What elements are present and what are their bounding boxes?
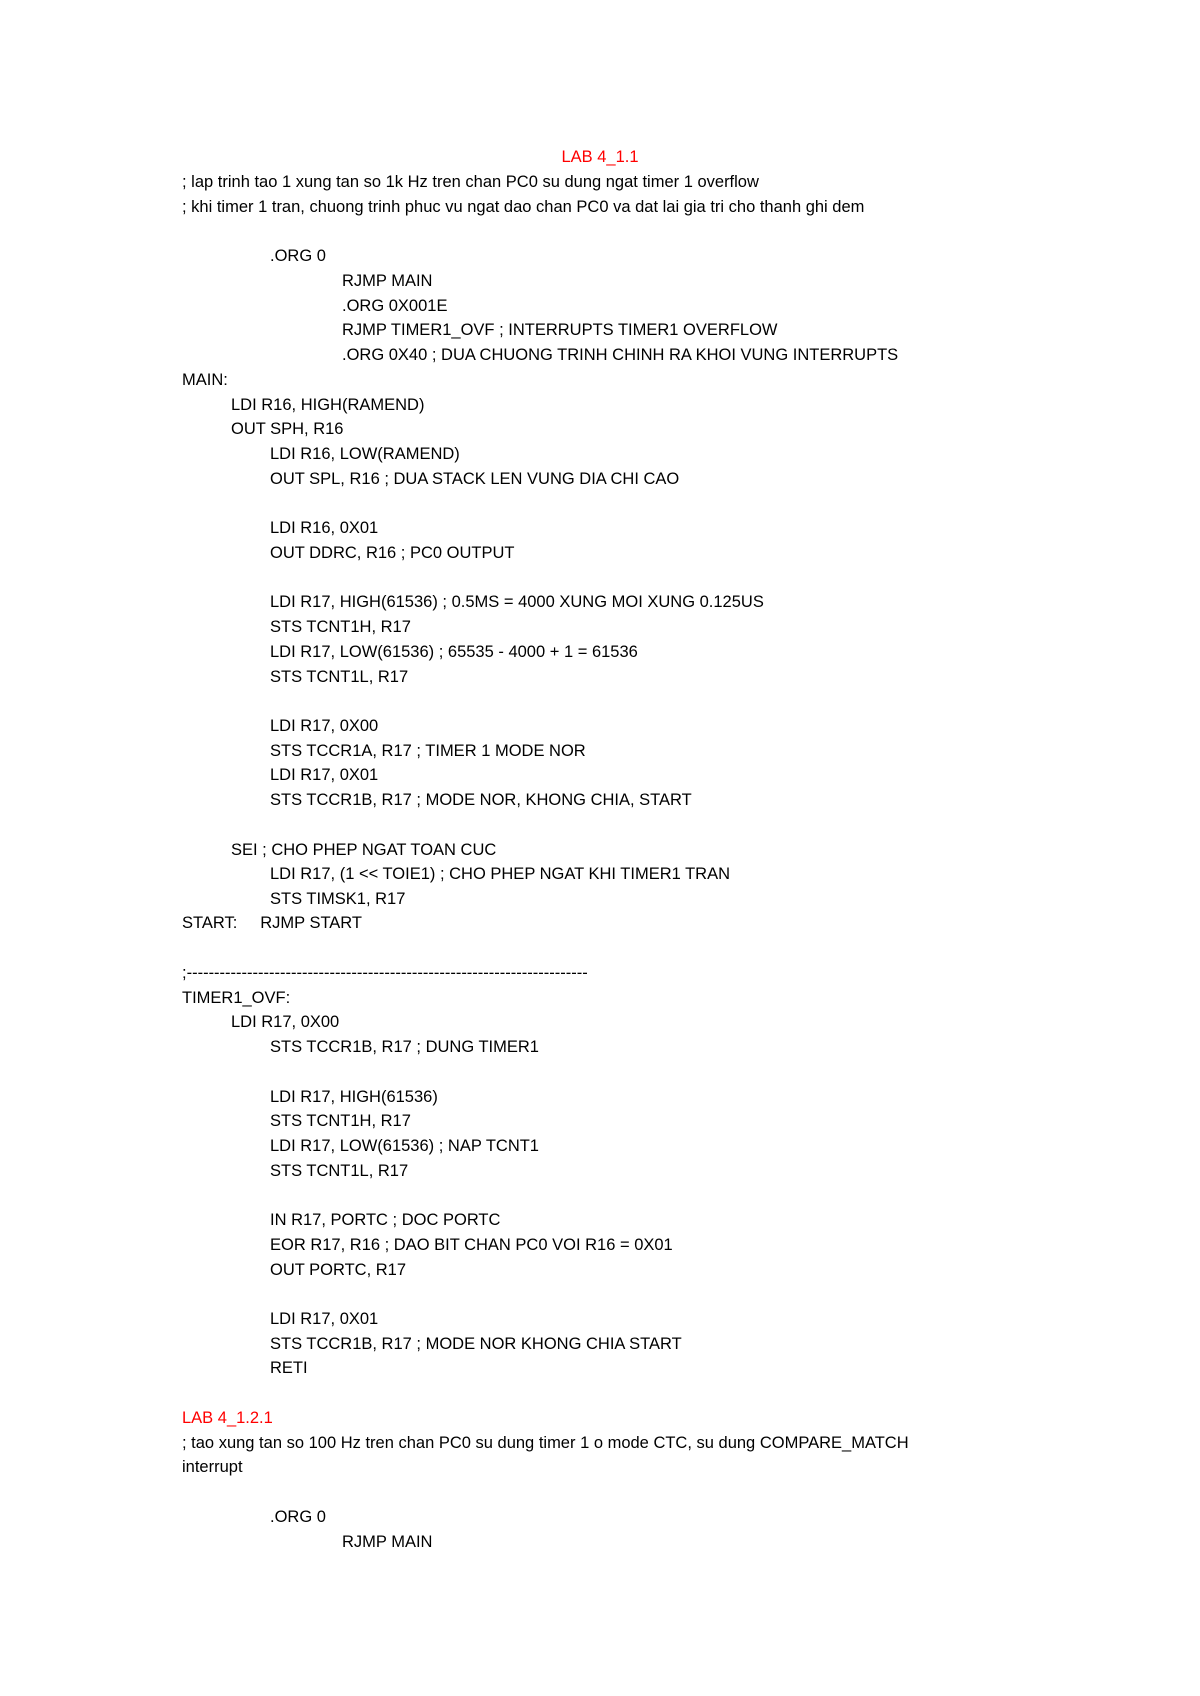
- code-line: LDI R16, LOW(RAMEND): [270, 445, 460, 463]
- code-line: LDI R17, 0X01: [270, 1310, 379, 1328]
- code-line: RJMP TIMER1_OVF ; INTERRUPTS TIMER1 OVERFLOW: [342, 321, 778, 339]
- code-line: .ORG 0: [270, 247, 326, 265]
- code-line: LDI R16, HIGH(RAMEND): [231, 396, 425, 414]
- comment-line: ; khi timer 1 tran, chuong trinh phuc vu ngat dao chan PC0 va dat lai gia tri cho thanh ghi dem: [182, 198, 865, 216]
- comment-line: ; tao xung tan so 100 Hz tren chan PC0 su dung timer 1 o mode CTC, su dung COMPARE_MATCH: [182, 1434, 909, 1452]
- code-line: RJMP MAIN: [342, 1533, 433, 1551]
- code-line: RETI: [270, 1359, 308, 1377]
- comment-line: ; lap trinh tao 1 xung tan so 1k Hz tren chan PC0 su dung ngat timer 1 overflow: [182, 173, 759, 191]
- code-line: STS TCNT1H, R17: [270, 618, 411, 636]
- code-line: STS TIMSK1, R17: [270, 890, 406, 908]
- code-line: OUT SPL, R16 ; DUA STACK LEN VUNG DIA CHI CAO: [270, 470, 680, 488]
- code-line: .ORG 0X001E: [342, 297, 448, 315]
- code-line: OUT PORTC, R17: [270, 1261, 407, 1279]
- code-line: OUT SPH, R16: [231, 420, 344, 438]
- code-line: .ORG 0X40 ; DUA CHUONG TRINH CHINH RA KHOI VUNG INTERRUPTS: [342, 346, 899, 364]
- code-line: OUT DDRC, R16 ; PC0 OUTPUT: [270, 544, 515, 562]
- code-line: LDI R17, LOW(61536) ; NAP TCNT1: [270, 1137, 539, 1155]
- code-label: MAIN:: [182, 371, 228, 389]
- code-line: STS TCNT1L, R17: [270, 1162, 409, 1180]
- code-line: STS TCCR1B, R17 ; MODE NOR, KHONG CHIA, START: [270, 791, 692, 809]
- code-label: START: RJMP START: [182, 914, 363, 932]
- code-line: LDI R17, HIGH(61536) ; 0.5MS = 4000 XUNG MOI XUNG 0.125US: [270, 593, 764, 611]
- comment-line: interrupt: [182, 1458, 243, 1476]
- code-line: EOR R17, R16 ; DAO BIT CHAN PC0 VOI R16 = 0X01: [270, 1236, 673, 1254]
- section-title: LAB 4_1.1: [561, 148, 639, 166]
- code-line: STS TCCR1B, R17 ; DUNG TIMER1: [270, 1038, 539, 1056]
- code-line: RJMP MAIN: [342, 272, 433, 290]
- code-line: SEI ; CHO PHEP NGAT TOAN CUC: [231, 841, 497, 859]
- code-line: LDI R16, 0X01: [270, 519, 379, 537]
- code-line: LDI R17, 0X00: [231, 1013, 340, 1031]
- code-label: TIMER1_OVF:: [182, 989, 291, 1007]
- code-line: LDI R17, (1 << TOIE1) ; CHO PHEP NGAT KHI TIMER1 TRAN: [270, 865, 731, 883]
- code-line: LDI R17, LOW(61536) ; 65535 - 4000 + 1 = 61536: [270, 643, 638, 661]
- code-line: LDI R17, 0X01: [270, 766, 379, 784]
- separator-comment: ;-------------------------------------------------------------------------: [182, 964, 588, 982]
- section-title: LAB 4_1.2.1: [182, 1409, 273, 1427]
- code-line: LDI R17, HIGH(61536): [270, 1088, 438, 1106]
- code-line: STS TCNT1H, R17: [270, 1112, 411, 1130]
- code-line: STS TCCR1B, R17 ; MODE NOR KHONG CHIA START: [270, 1335, 682, 1353]
- code-line: LDI R17, 0X00: [270, 717, 379, 735]
- code-line: IN R17, PORTC ; DOC PORTC: [270, 1211, 501, 1229]
- code-line: STS TCNT1L, R17: [270, 668, 409, 686]
- code-line: STS TCCR1A, R17 ; TIMER 1 MODE NOR: [270, 742, 586, 760]
- code-line: .ORG 0: [270, 1508, 326, 1526]
